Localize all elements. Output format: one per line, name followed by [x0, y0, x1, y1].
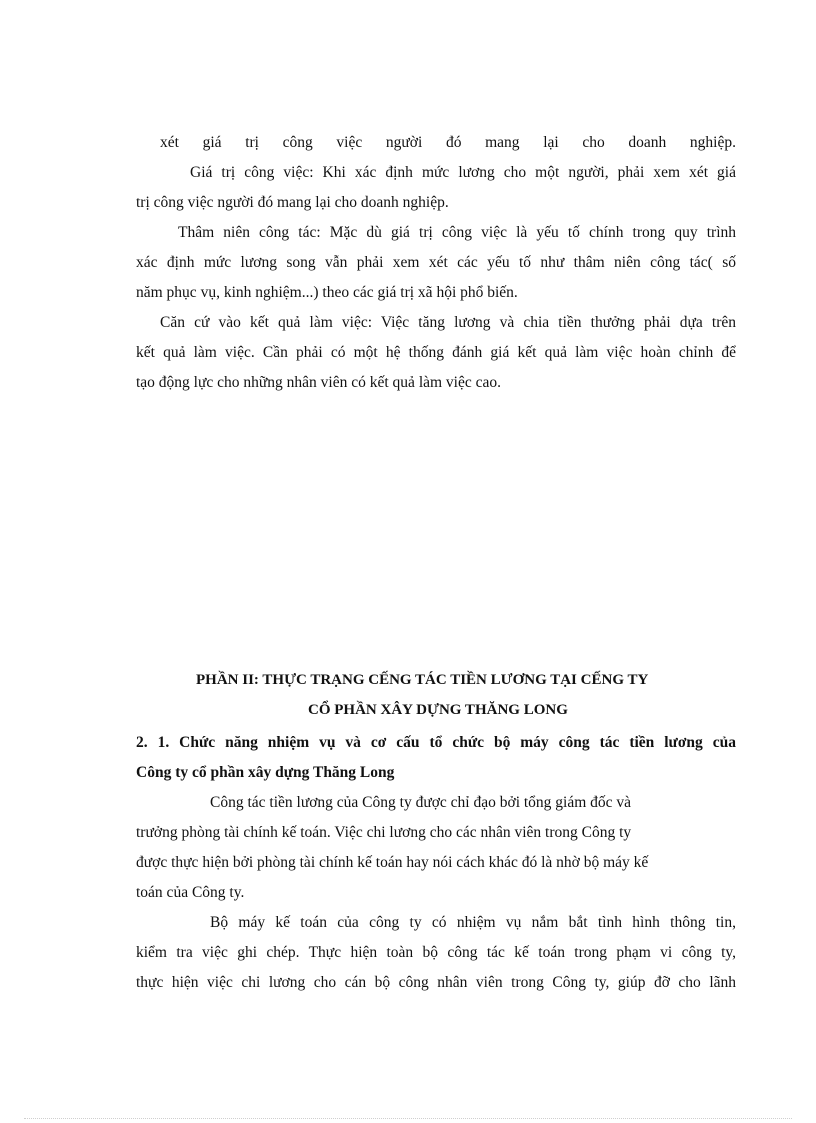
text-line: tạo động lực cho những nhân viên có kết quả làm việc cao.	[136, 374, 502, 391]
heading-line: Công ty cổ phần xây dựng Thăng Long	[136, 764, 395, 781]
text-line: xét giá trị công việc người đó mang lại cho doanh nghiệp.	[160, 134, 736, 151]
text-line: Giá trị công việc: Khi xác định mức lương cho một người, phải xem xét giá	[190, 164, 736, 181]
text-line: Công tác tiền lương của Công ty được chỉ đạo bởi tổng giám đốc và	[210, 794, 632, 811]
text-line: thực hiện việc chi lương cho cán bộ công nhân viên trong Công ty, giúp đỡ cho lãnh	[136, 974, 736, 991]
text-line: trưởng phòng tài chính kế toán. Việc chi lương cho các nhân viên trong Công ty	[136, 824, 632, 841]
text-line: Bộ máy kế toán của công ty có nhiệm vụ nắm bắt tình hình thông tin,	[210, 914, 736, 931]
paragraph-intro-fragment	[160, 128, 736, 158]
text-line: trị công việc người đó mang lại cho doanh nghiệp.	[136, 194, 449, 211]
text-line: năm phục vụ, kinh nghiệm...) theo các giá trị xã hội phổ biến.	[136, 284, 518, 301]
text-line: được thực hiện bởi phòng tài chính kế toán hay nói cách khác đó là nhờ bộ máy kế	[136, 854, 649, 871]
text-line: kiểm tra việc ghi chép. Thực hiện toàn bộ công tác kế toán trong phạm vi công ty,	[136, 944, 736, 961]
text-line: toán của Công ty.	[136, 884, 245, 901]
heading-line: 2. 1. Chức năng nhiệm vụ và cơ cấu tổ chức bộ máy công tác tiền lương của	[136, 734, 736, 751]
page-bottom-divider	[24, 1118, 792, 1119]
part-title-line-1: PHẦN II: THỰC TRẠNG CẾNG TÁC TIỀN LƯƠNG TẠI CẾNG TY	[196, 672, 649, 688]
text-line: kết quả làm việc. Cần phải có một hệ thống đánh giá kết quả làm việc hoàn chỉnh để	[136, 344, 736, 361]
text-line: Thâm niên công tác: Mặc dù giá trị công việc là yếu tố chính trong quy trình	[178, 224, 736, 241]
text-line: xác định mức lương song vẫn phải xem xét các yếu tố như thâm niên công tác( số	[136, 254, 736, 271]
part-title-line-2: CỔ PHẦN XÂY DỰNG THĂNG LONG	[308, 702, 568, 718]
text-line: Căn cứ vào kết quả làm việc: Việc tăng lương và chia tiền thưởng phải dựa trên	[160, 314, 736, 331]
